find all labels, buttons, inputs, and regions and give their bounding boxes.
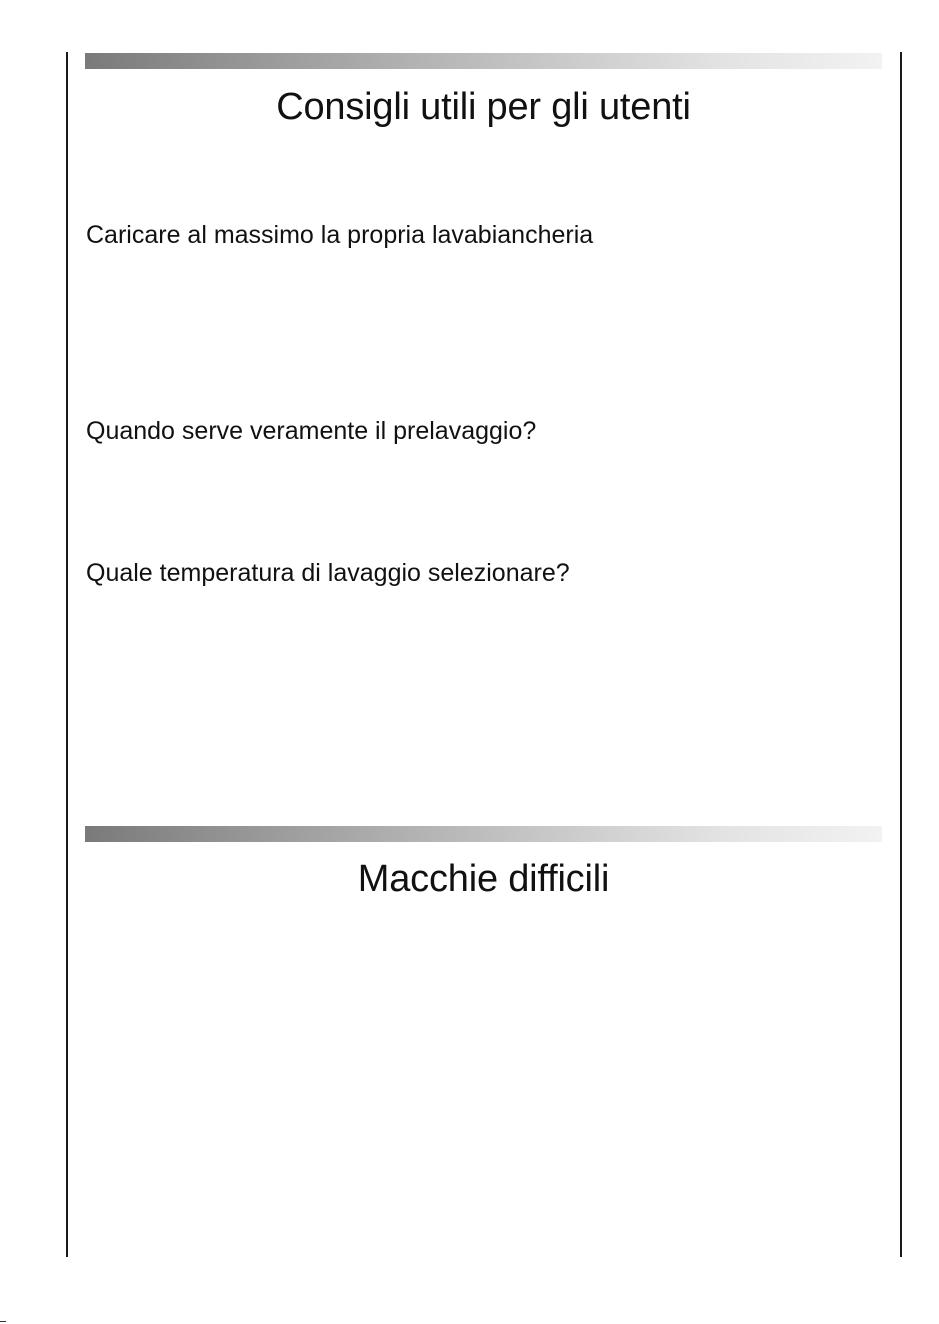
crop-mark <box>0 1321 6 1322</box>
subheading-wash-temperature: Quale temperatura di lavaggio selezionare? <box>86 559 570 587</box>
left-margin-rule <box>66 52 68 1257</box>
section-header-bar <box>85 826 882 842</box>
section-header-bar <box>85 53 882 69</box>
subheading-load-machine: Caricare al massimo la propria lavabiancheria <box>86 221 594 249</box>
right-margin-rule <box>900 52 902 1257</box>
section-title: Consigli utili per gli utenti <box>276 86 691 128</box>
section-title: Macchie difficili <box>357 858 610 900</box>
subheading-prewash: Quando serve veramente il prelavaggio? <box>86 417 537 445</box>
